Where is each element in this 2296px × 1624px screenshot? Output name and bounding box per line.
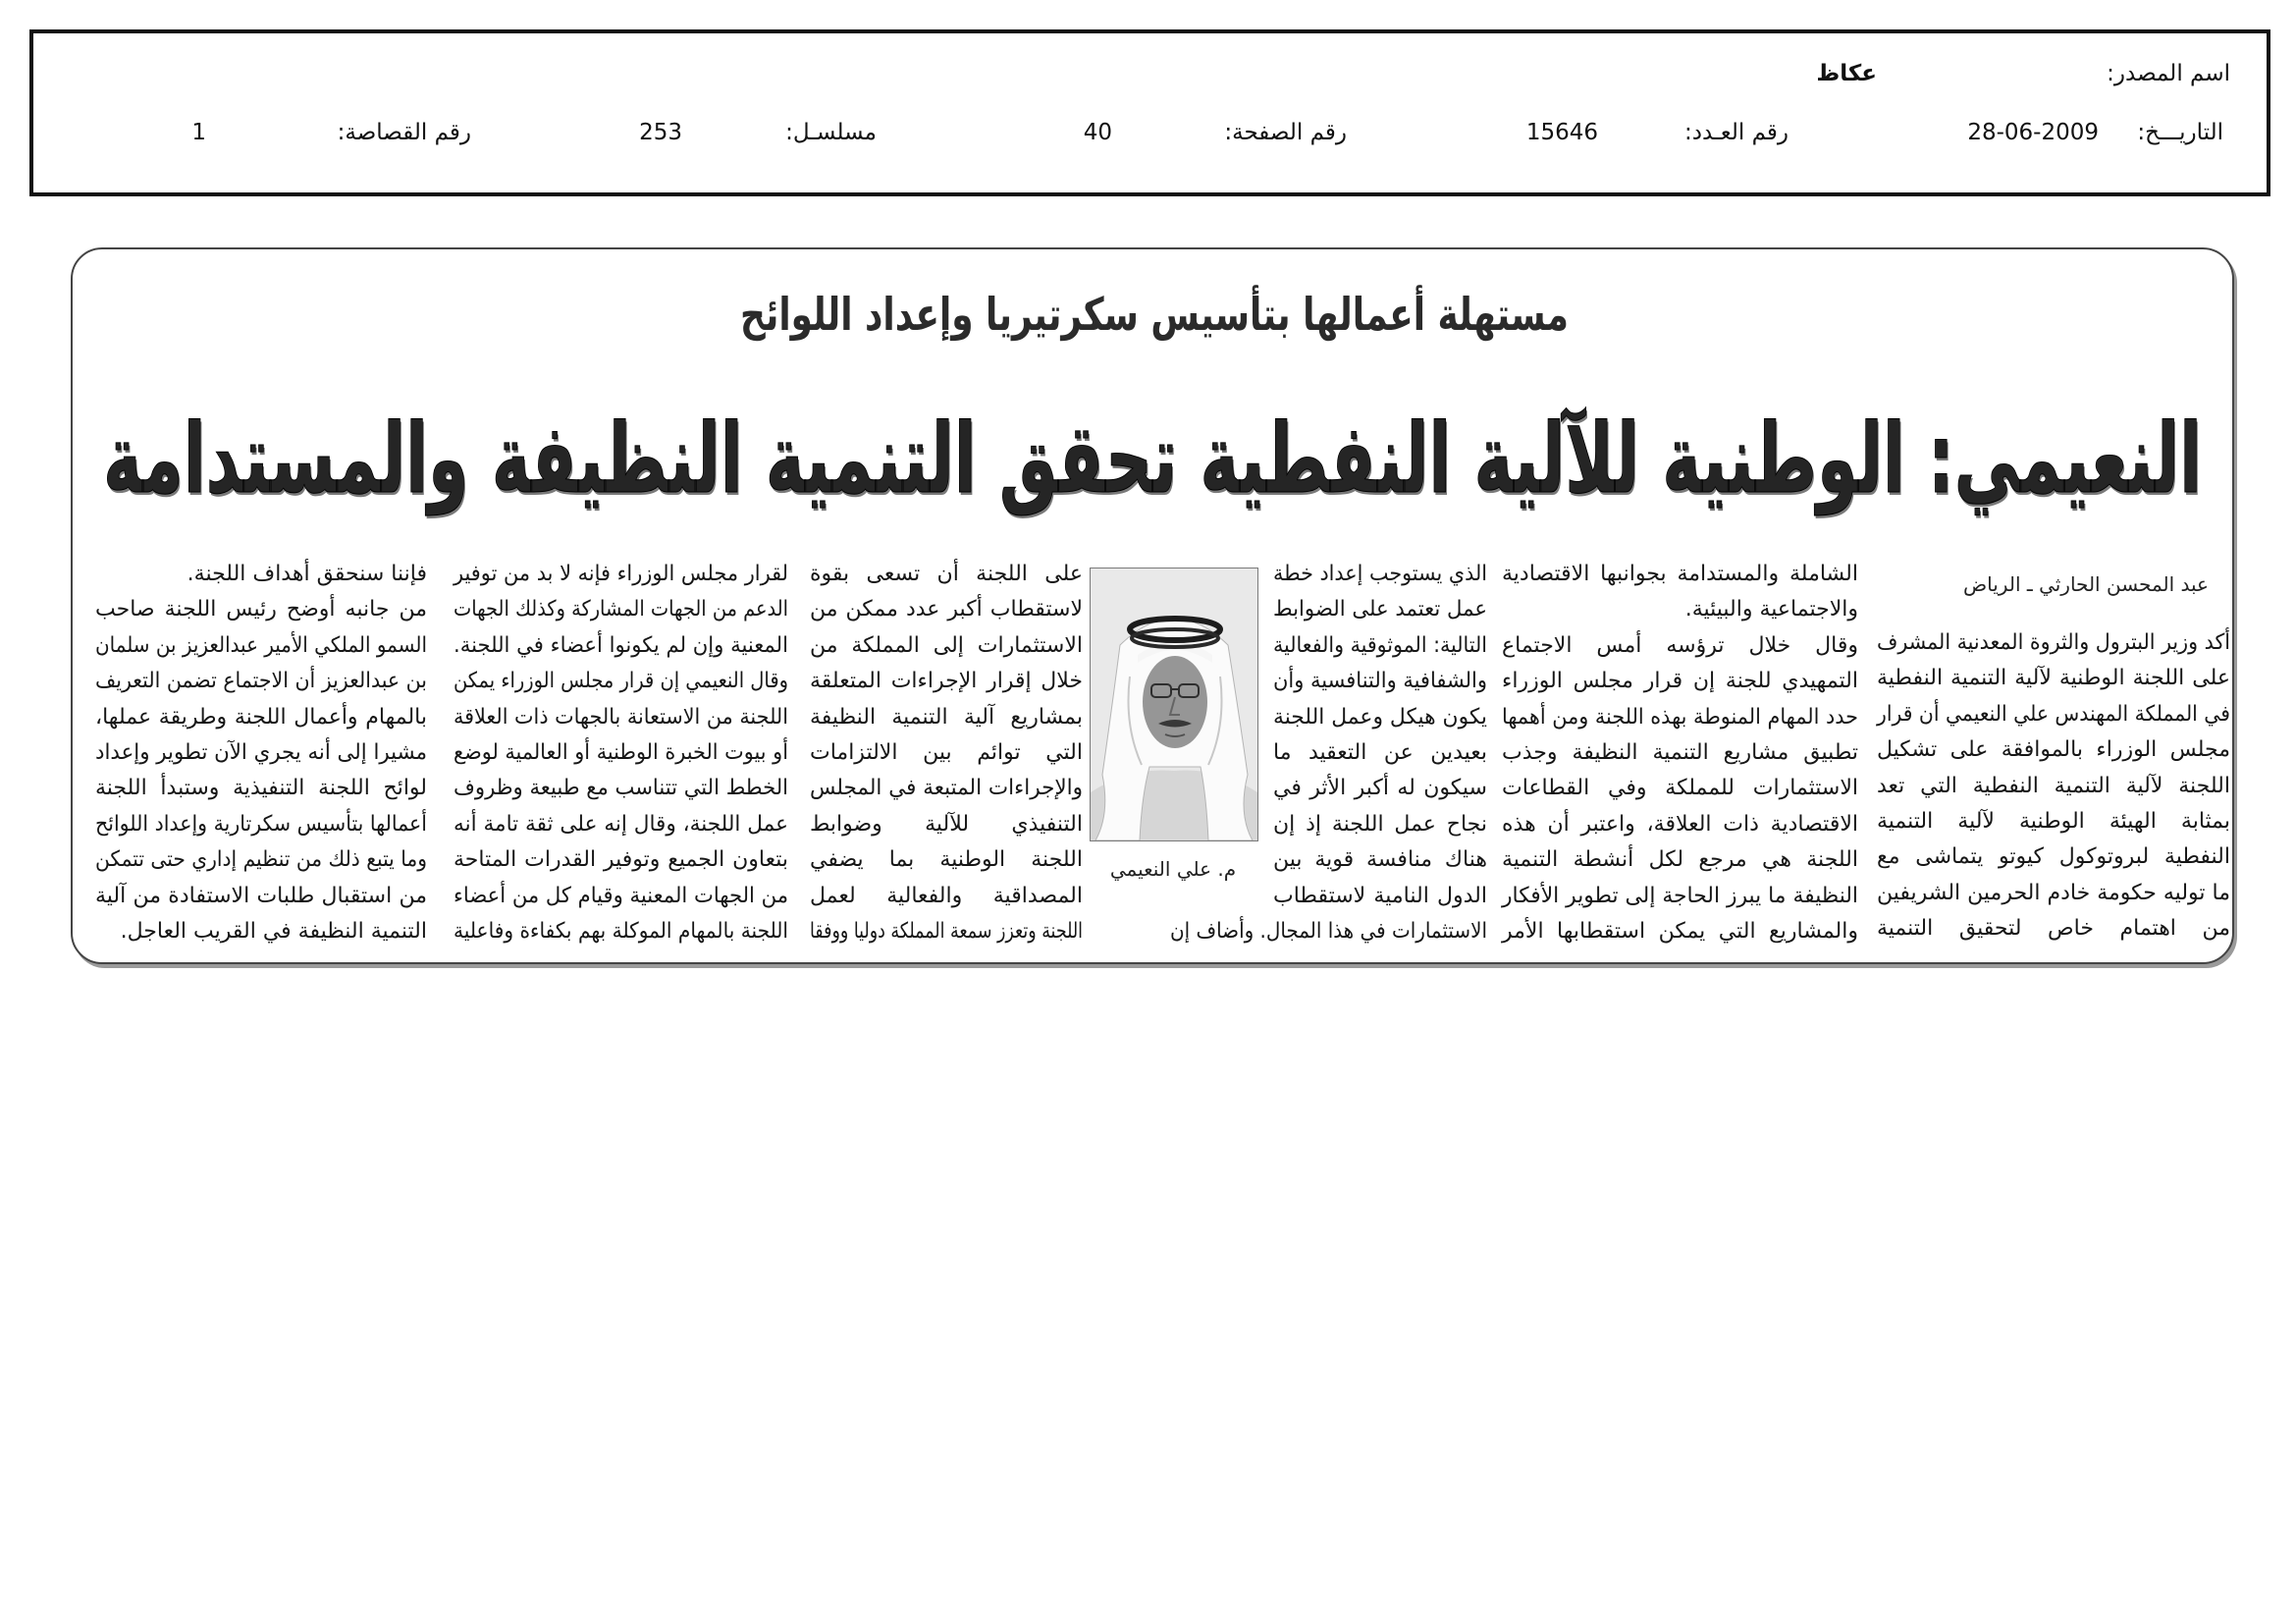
text-line: سيكون له أكبر الأثر في	[1273, 776, 1487, 801]
text-line: الاستثمارات إلى المملكة من	[810, 632, 1083, 658]
text-line: التي توائم بين الالتزامات	[810, 739, 1083, 765]
text-line: المصداقية والفعالية لعمل	[810, 883, 1083, 908]
text-line: والشفافية والتنافسية وأن	[1273, 669, 1487, 694]
portrait-image	[1091, 568, 1257, 840]
text-line: هناك منافسة قوية بين	[1273, 847, 1487, 873]
text-line: والمشاريع التي يمكن استقطابها الأمر	[1502, 918, 1858, 944]
text-line: اللجنة لآلية التنمية النفطية التي تعد	[1877, 773, 2230, 798]
text-line: أو بيوت الخبرة الوطنية أو العالمية لوضع	[454, 739, 788, 765]
text-line: ما توليه حكومة خادم الحرمين الشريفين	[1876, 880, 2230, 905]
text-line: أعمالها بتأسيس سكرتارية وإعداد اللوائح	[95, 811, 427, 837]
text-line: يكون هيكل وعمل اللجنة	[1273, 704, 1487, 730]
article-kicker: مستهلة أعمالها بتأسيس سكرتيريا وإعداد اللوائح	[740, 288, 1569, 341]
text-line: بعيدين عن التعقيد ما	[1273, 739, 1487, 765]
text-line: تطبيق مشاريع التنمية النظيفة وجذب	[1502, 739, 1858, 765]
column-2	[1502, 557, 1858, 949]
date-label: التاريـــخ:	[2137, 120, 2223, 145]
clipping-header	[29, 29, 2270, 196]
text-line: لاستقطاب أكبر عدد ممكن من	[810, 597, 1083, 623]
column-3	[1273, 557, 1487, 914]
text-line: خلال إقرار الإجراءات المتعلقة	[810, 669, 1083, 694]
column-5	[454, 557, 788, 949]
text-line: من الجهات المعنية وقيام كل من أعضاء	[454, 883, 788, 908]
text-line: الذي يستوجب إعداد خطة	[1273, 562, 1487, 586]
article-byline: عبد المحسن الحارثي ـ الرياض	[1962, 572, 2209, 596]
text-line: بن عبدالعزيز أن الاجتماع تضمن التعريف	[95, 669, 427, 694]
text-line: اللجنة بالمهام الموكلة بهم بكفاءة وفاعلية	[454, 918, 788, 944]
text-line: فإننا سنحقق أهداف اللجنة.	[187, 562, 427, 586]
text-line: بالمهام وأعمال اللجنة وطريقة عملها،	[95, 704, 427, 730]
text-line: عمل تعتمد على الضوابط	[1273, 597, 1487, 623]
column-4	[810, 557, 1083, 949]
page-label: رقم الصفحة:	[1224, 120, 1347, 145]
serial-value: 253	[639, 120, 682, 145]
text-line: الاستثمارات للمملكة وفي القطاعات	[1502, 776, 1858, 801]
text-line: الدعم من الجهات المشاركة وكذلك الجهات	[454, 597, 788, 623]
column-1	[1877, 625, 2230, 947]
text-line: وما يتبع ذلك من تنظيم إداري حتى تتمكن	[95, 847, 428, 873]
text-line: بمثابة الهيئة الوطنية لآلية التنمية	[1877, 808, 2230, 834]
text-line: نجاح عمل اللجنة إذ إن	[1273, 811, 1487, 837]
text-line: النفطية لبروتوكول كيوتو يتماشى مع	[1877, 844, 2230, 870]
text-line: لوائح اللجنة التنفيذية وستبدأ اللجنة	[95, 776, 427, 801]
text-line: التنفيذي للآلية وضوابط	[810, 811, 1083, 837]
date-value: 28-06-2009	[1967, 120, 2099, 145]
text-line: مجلس الوزراء بالموافقة على تشكيل	[1877, 737, 2230, 763]
column-6	[95, 557, 427, 949]
text-line: الخطط التي تتناسب مع طبيعة وظروف	[454, 776, 788, 801]
photo-caption: م. علي النعيمي	[1109, 857, 1237, 881]
text-line: وقال النعيمي إن قرار مجلس الوزراء يمكن	[454, 669, 788, 694]
text-line: عمل اللجنة، وقال إنه على ثقة تامة أنه	[454, 811, 788, 837]
text-line: على اللجنة أن تسعى بقوة	[810, 562, 1083, 586]
text-line: على اللجنة الوطنية لآلية التنمية النفطية	[1877, 666, 2230, 691]
text-line: التنمية النظيفة في القريب العاجل.	[120, 918, 427, 944]
text-line: أكد وزير البترول والثروة المعدنية المشرف	[1877, 630, 2230, 655]
clip-number-value: 1	[191, 120, 206, 145]
text-line: المعنية وإن لم يكونوا أعضاء في اللجنة.	[454, 632, 788, 658]
text-line: بمشاريع آلية التنمية النظيفة	[810, 704, 1083, 730]
text-line: لقرار مجلس الوزراء فإنه لا بد من توفير	[454, 562, 788, 586]
issue-label: رقم العـدد:	[1683, 120, 1789, 145]
text-line: في المملكة المهندس علي النعيمي أن قرار	[1877, 701, 2230, 727]
clip-number-label: رقم القصاصة:	[337, 120, 471, 145]
face	[1143, 656, 1207, 748]
text-line: اللجنة وتعزز سمعة المملكة دوليا ووفقا	[810, 918, 1083, 944]
text-line: والاجتماعية والبيئية.	[1684, 597, 1858, 623]
text-line: بتعاون الجميع وتوفير القدرات المتاحة	[454, 847, 788, 873]
portrait-photo	[1090, 568, 1258, 841]
text-line: اللجنة من الاستعانة بالجهات ذات العلاقة	[454, 704, 788, 730]
text-line: من جانبه أوضح رئيس اللجنة صاحب	[95, 597, 427, 623]
column-3-last-line: الاستثمارات في هذا المجال. وأضاف إن	[1170, 919, 1487, 944]
text-line: من اهتمام خاص لتحقيق التنمية	[1877, 916, 2230, 942]
text-line: اللجنة الوطنية بما يضفي	[810, 847, 1083, 873]
text-line: الشاملة والمستدامة بجوانبها الاقتصادية	[1502, 562, 1858, 586]
text-line: الاقتصادية ذات العلاقة، واعتبر أن هذه	[1502, 811, 1858, 837]
text-line: وقال خلال ترؤسه أمس الاجتماع	[1502, 632, 1858, 658]
text-line: النظيفة ما يبرز الحاجة إلى تطوير الأفكار	[1502, 883, 1858, 908]
article-headline: النعيمي: الوطنية للآلية النفطية تحقق التنمية النظيفة والمستدامة	[103, 404, 2202, 515]
article-clipping	[71, 247, 2234, 964]
text-line: مشيرا إلى أنه يجري الآن تطوير وإعداد	[95, 739, 427, 765]
source-value: عكاظ	[1816, 61, 1877, 86]
serial-label: مسلسـل:	[785, 120, 877, 145]
issue-value: 15646	[1525, 120, 1598, 145]
source-label: اسم المصدر:	[2107, 61, 2230, 86]
text-line: اللجنة هي مرجع لكل أنشطة التنمية	[1502, 847, 1858, 873]
text-line: من استقبال طلبات الاستفادة من آلية	[95, 883, 427, 908]
text-line: التمهيدي للجنة إن قرار مجلس الوزراء	[1502, 669, 1858, 694]
text-line: التالية: الموثوقية والفعالية	[1273, 632, 1487, 658]
text-line: الدول النامية لاستقطاب	[1273, 883, 1487, 908]
text-line: حدد المهام المنوطة بهذه اللجنة ومن أهمها	[1502, 704, 1858, 730]
text-line: والإجراءات المتبعة في المجلس	[810, 776, 1083, 801]
text-line: السمو الملكي الأمير عبدالعزيز بن سلمان	[95, 632, 427, 658]
page-value: 40	[1083, 120, 1112, 145]
